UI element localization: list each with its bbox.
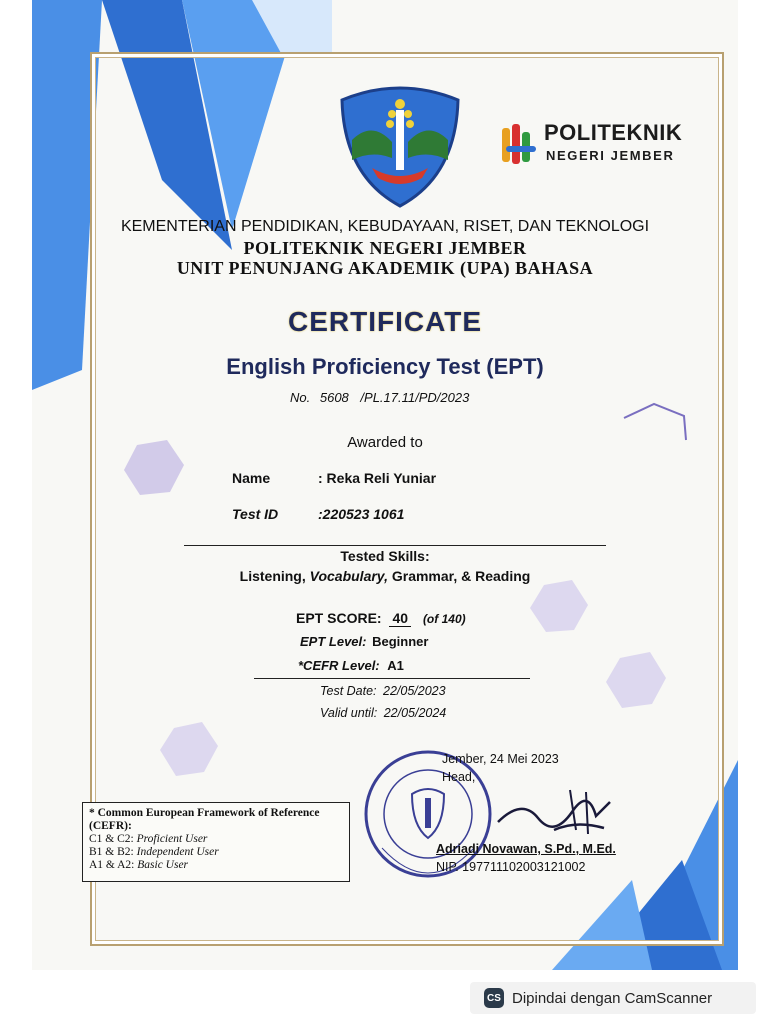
- cefr-row3-level: A1 & A2:: [89, 859, 135, 871]
- certificate-subtitle: English Proficiency Test (EPT): [226, 354, 544, 379]
- skills-part-2: Vocabulary,: [309, 568, 388, 584]
- skills-part-3: Grammar, & Reading: [387, 568, 531, 584]
- camscanner-watermark: [470, 982, 756, 1014]
- ministry-heading: KEMENTERIAN PENDIDIKAN, KEBUDAYAAN, RISET, DAN TEKNOLOGI: [120, 218, 650, 235]
- brand-subtitle: NEGERI JEMBER: [546, 148, 675, 163]
- name-value: : Reka Reli Yuniar: [318, 470, 437, 486]
- brand-mark-icon: [498, 120, 540, 168]
- institution-heading: POLITEKNIK NEGERI JEMBER: [243, 238, 527, 258]
- test-date-row: [320, 684, 446, 698]
- cefr-legend-row-2: [89, 846, 343, 859]
- signature-place-date: Jember, 24 Mei 2023: [442, 752, 559, 766]
- ept-score-row: [296, 610, 466, 626]
- signature-role: Head,: [442, 770, 476, 784]
- number-value: 5608: [319, 390, 349, 405]
- certificate-paper: [32, 0, 738, 970]
- certificate-title: CERTIFICATE: [287, 306, 483, 337]
- polije-crest-logo: [332, 80, 468, 210]
- signatory-nip: NIP. 197711102003121002: [436, 860, 586, 874]
- cefr-legend-row-1: [89, 833, 343, 846]
- level-value: Beginner: [372, 634, 429, 649]
- valid-until-row: [320, 706, 446, 720]
- certificate-number: [290, 390, 469, 405]
- signatory-name: Adriadi Novawan, S.Pd., M.Ed.: [436, 842, 616, 856]
- test-date-value: 22/05/2023: [383, 684, 446, 698]
- cefr-label: *CEFR Level:: [298, 658, 380, 673]
- tested-skills-heading: Tested Skills:: [340, 548, 430, 564]
- cefr-level-row: [298, 658, 404, 673]
- test-id-label: Test ID: [232, 506, 279, 522]
- cefr-legend-title: * Common European Framework of Reference: [89, 807, 320, 819]
- cefr-row1-desc: Proficient User: [136, 833, 208, 845]
- unit-heading: UNIT PENUNJANG AKADEMIK (UPA) BAHASA: [176, 258, 594, 278]
- cefr-legend-row-3: [89, 859, 343, 872]
- cefr-row2-desc: Independent User: [136, 846, 219, 858]
- valid-until-value: 22/05/2024: [383, 706, 447, 720]
- tested-skills-list: [32, 568, 738, 584]
- score-value: 40: [389, 610, 411, 627]
- level-label: EPT Level:: [300, 634, 367, 649]
- brand-name: POLITEKNIK: [544, 120, 683, 145]
- camscanner-icon: CS: [484, 988, 504, 1008]
- test-id-value: :220523 1061: [318, 506, 405, 522]
- cefr-value: A1: [387, 658, 404, 673]
- politeknik-brand-logo: [498, 118, 688, 174]
- score-max: (of 140): [422, 612, 466, 626]
- cefr-legend-title-2: (CEFR):: [89, 820, 132, 832]
- name-label: Name: [232, 470, 271, 486]
- ept-level-row: [300, 634, 428, 649]
- divider-line-2: [254, 678, 530, 679]
- test-date-label: Test Date:: [320, 684, 377, 698]
- number-prefix: No.: [290, 390, 311, 405]
- skills-part-1: Listening,: [239, 568, 310, 584]
- valid-until-label: Valid until:: [320, 706, 378, 720]
- divider-line-1: [184, 545, 606, 546]
- score-label: EPT SCORE:: [296, 610, 382, 626]
- number-suffix: /PL.17.11/PD/2023: [360, 390, 470, 405]
- cefr-row1-level: C1 & C2:: [89, 833, 134, 845]
- cefr-row2-level: B1 & B2:: [89, 846, 134, 858]
- cefr-row3-desc: Basic User: [137, 859, 189, 871]
- handwritten-signature: [492, 778, 622, 848]
- cefr-legend-box: [82, 802, 350, 882]
- camscanner-label: Dipindai dengan CamScanner: [512, 989, 713, 1007]
- awarded-to-label: Awarded to: [347, 434, 423, 451]
